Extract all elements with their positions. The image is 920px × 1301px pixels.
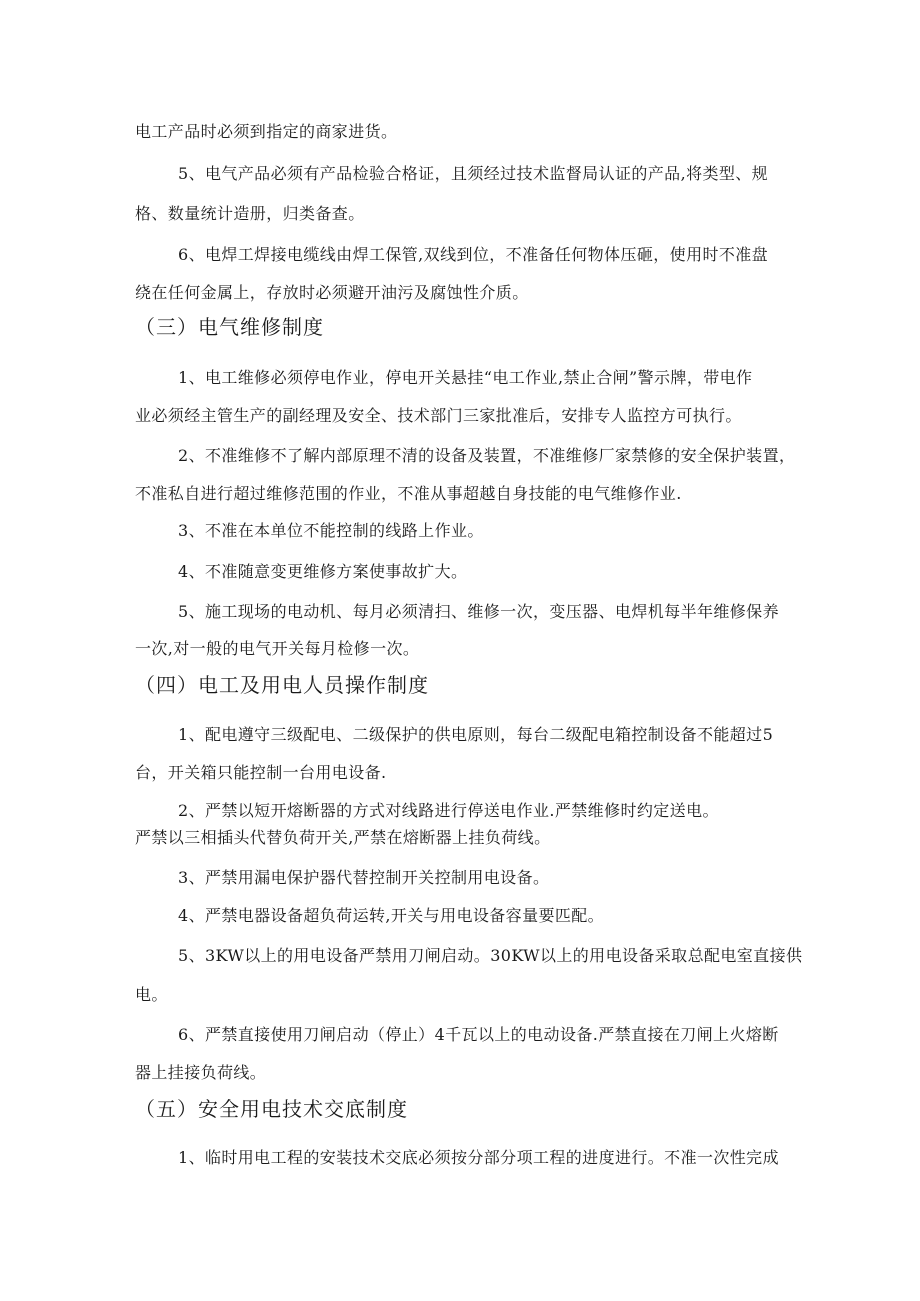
text-line: 5、3KW以上的用电设备严禁用刀闸启动。30KW以上的用电设备采取总配电室直接供 bbox=[178, 946, 803, 965]
section-heading: （四）电工及用电人员操作制度 bbox=[135, 673, 429, 697]
text-line: 电工产品时必须到指定的商家进货。 bbox=[135, 122, 398, 141]
text-line: 台，开关箱只能控制一台用电设备. bbox=[135, 763, 387, 782]
text-line: 器上挂接负荷线。 bbox=[135, 1063, 267, 1082]
text-line: 格、数量统计造册，归类备查。 bbox=[135, 204, 365, 223]
text-line: 6、电焊工焊接电缆线由焊工保管,双线到位，不准备任何物体压砸，使用时不准盘 bbox=[178, 245, 769, 264]
text-line: 一次,对一般的电气开关每月检修一次。 bbox=[135, 639, 420, 658]
text-line: 不准私自进行超过维修范围的作业，不准从事超越自身技能的电气维修作业. bbox=[135, 484, 682, 503]
text-line: 严禁以三相插头代替负荷开关,严禁在熔断器上挂负荷线。 bbox=[135, 828, 551, 847]
text-line: 6、严禁直接使用刀闸启动（停止）4千瓦以上的电动设备.严禁直接在刀闸上火熔断 bbox=[178, 1025, 779, 1044]
text-line: 1、临时用电工程的安装技术交底必须按分部分项工程的进度进行。不准一次性完成 bbox=[178, 1148, 779, 1167]
text-line: 5、施工现场的电动机、每月必须清扫、维修一次，变压器、电焊机每半年维修保养 bbox=[178, 602, 779, 621]
text-line: 绕在任何金属上，存放时必须避开油污及腐蚀性介质。 bbox=[135, 283, 529, 302]
section-heading: （三）电气维修制度 bbox=[135, 315, 324, 339]
text-line: 4、不准随意变更维修方案使事故扩大。 bbox=[178, 562, 468, 581]
text-line: 5、电气产品必须有产品检验合格证，且须经过技术监督局认证的产品,将类型、规 bbox=[178, 164, 769, 183]
text-line: 1、配电遵守三级配电、二级保护的供电原则，每台二级配电箱控制设备不能超过5 bbox=[178, 725, 774, 744]
text-line: 3、严禁用漏电保护器代替控制开关控制用电设备。 bbox=[178, 868, 550, 887]
text-line: 4、严禁电器设备超负荷运转,开关与用电设备容量要匹配。 bbox=[178, 906, 605, 925]
text-line: 1、电工维修必须停电作业，停电开关悬挂“电工作业,禁止合闸”警示牌，带电作 bbox=[178, 368, 753, 387]
text-line: 3、不准在本单位不能控制的线路上作业。 bbox=[178, 521, 484, 540]
text-line: 业必须经主管生产的副经理及安全、技术部门三家批准后，安排专人监控方可执行。 bbox=[135, 406, 742, 425]
text-line: 2、不准维修不了解内部原理不清的设备及装置，不准维修厂家禁修的安全保护装置， bbox=[178, 446, 796, 465]
text-line: 电。 bbox=[135, 985, 168, 1004]
text-line: 2、严禁以短开熔断器的方式对线路进行停送电作业.严禁维修时约定送电。 bbox=[178, 801, 719, 820]
section-heading: （五）安全用电技术交底制度 bbox=[135, 1097, 408, 1121]
